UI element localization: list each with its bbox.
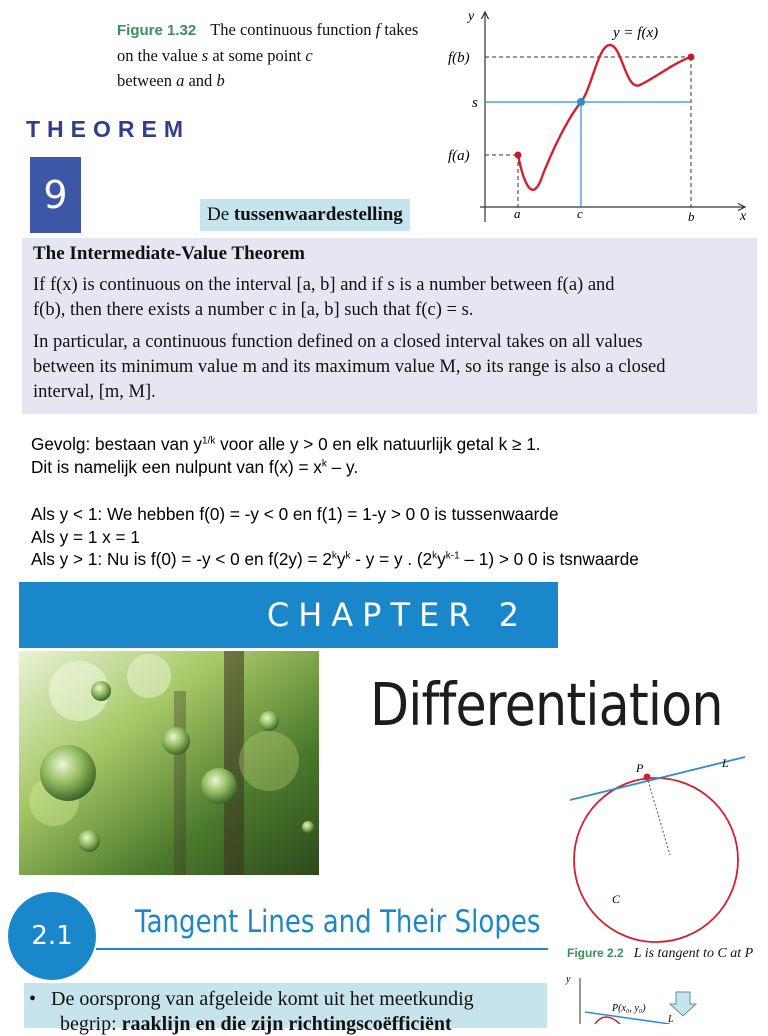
note-line-5: [31, 548, 639, 570]
small-l-label: L: [668, 1014, 674, 1024]
caption-text: between: [117, 71, 172, 90]
bullet-text: begrip:: [60, 1013, 122, 1035]
small-curve: [595, 1017, 620, 1024]
figure-2-2-caption: [567, 946, 753, 962]
caption-var-b: b: [216, 71, 225, 90]
note-line-3: Als y < 1: We hebben f(0) = -y < 0 en f(1) = 1-y > 0 0 is tussenwaarde: [31, 504, 559, 524]
small-y-label: y: [566, 974, 571, 985]
note-sup: 1/k: [202, 435, 216, 447]
theorem-text-5: interval, [m, M].: [33, 382, 156, 402]
note-text: – 1) > 0 0 is tsnwaarde: [459, 549, 639, 569]
theorem-text-1: If f(x) is continuous on the interval [a, b] and if s is a number between f(a) and: [33, 275, 615, 295]
note-line-2: [31, 456, 358, 478]
curve-label: y = f(x): [613, 25, 659, 41]
label-l: L: [722, 756, 729, 770]
dutch-title: [200, 199, 410, 231]
note-text: Gevolg: bestaan van y: [31, 434, 203, 454]
caption-text: at some point: [212, 46, 302, 65]
ivt-graph: [440, 0, 760, 235]
label-a: a: [514, 206, 521, 221]
label-s: s: [472, 95, 478, 111]
note-text: – y.: [326, 457, 359, 477]
theorem-text-2: f(b), then there exists a number c in [a, b] such that f(c) = s.: [33, 300, 474, 320]
tangent-circle-figure: [560, 745, 760, 945]
figure-2-2-text: L is tangent to C at P: [633, 946, 754, 961]
caption-var-c: c: [305, 46, 313, 65]
caption-var-s: s: [201, 46, 209, 65]
note-line-4: Als y = 1 x = 1: [31, 527, 140, 547]
label-c: c: [577, 206, 583, 221]
note-sup: k: [345, 550, 351, 562]
label-p: P: [636, 761, 644, 775]
small-down-arrow: [670, 992, 696, 1016]
theorem-heading: THEOREM: [26, 116, 190, 142]
bullet-line-1: • De oorsprong van afgeleide komt uit het meetkundig: [29, 988, 474, 1010]
figure-2-2-label: Figure 2.2: [567, 946, 624, 960]
x-axis-label: x: [740, 209, 747, 224]
chapter-bar: CHAPTER 2: [19, 582, 558, 648]
theorem-number: 9: [30, 157, 81, 233]
note-line-1: [31, 433, 541, 455]
tangent-line-l: [570, 757, 745, 800]
note-sup: k: [432, 550, 438, 562]
y-axis-label: y: [468, 9, 475, 24]
note-text: Dit is namelijk een nulpunt van f(x) = x: [31, 457, 322, 477]
note-text: y: [336, 549, 346, 569]
caption-var-a: a: [176, 71, 185, 90]
note-text: - y = y . (2: [350, 549, 433, 569]
dutch-title-bold: tussenwaardestelling: [233, 204, 403, 225]
figure-label: Figure 1.32: [117, 22, 197, 39]
point-a: [515, 152, 522, 159]
label-c-circle: C: [612, 892, 621, 906]
label-fa: f(a): [448, 148, 470, 164]
radius-dashed: [647, 777, 670, 855]
label-b: b: [688, 209, 695, 224]
section-title: Tangent Lines and Their Slopes: [135, 904, 541, 940]
note-text: y: [437, 549, 446, 569]
note-sup: k-1: [445, 550, 460, 562]
small-tangent-figure: [560, 970, 760, 1024]
dutch-title-prefix: De: [207, 204, 230, 225]
point-c: [577, 98, 585, 106]
label-fb: f(b): [448, 50, 470, 66]
section-number: 2.1: [8, 892, 96, 980]
bullet-bold: raaklijn en die zijn richtingscoëfficiënt: [121, 1013, 452, 1035]
point-b: [688, 54, 695, 61]
function-curve: [518, 45, 691, 190]
theorem-text-4: between its minimum value m and its maximum value M, so its range is also a closed: [33, 357, 666, 377]
theorem-title: The Intermediate-Value Theorem: [33, 243, 305, 264]
caption-text: takes on the value: [117, 20, 419, 65]
bullet-line-2: [60, 1013, 452, 1036]
point-p: [644, 774, 651, 781]
section-rule: [96, 948, 548, 950]
chapter-title: Differentiation: [370, 670, 723, 739]
circle-c: [574, 778, 738, 942]
bokeh-photo: [19, 651, 319, 875]
note-sup: k: [331, 550, 337, 562]
note-text: voor alle y > 0 en elk natuurlijk getal k ≥ 1.: [215, 434, 541, 454]
note-sup: k: [321, 458, 327, 470]
theorem-text-3: In particular, a continuous function defined on a closed interval takes on all values: [33, 332, 643, 352]
small-p-label: P(x₀, y₀): [612, 1003, 646, 1014]
bullet-text: De oorsprong van afgeleide komt uit het meetkundig: [51, 988, 474, 1010]
caption-text: and: [188, 71, 213, 90]
figure-caption: [117, 17, 437, 93]
caption-var-f: f: [375, 20, 381, 39]
caption-text: The continuous function: [210, 20, 372, 39]
note-text: Als y > 1: Nu is f(0) = -y < 0 en f(2y) = 2: [31, 549, 332, 569]
